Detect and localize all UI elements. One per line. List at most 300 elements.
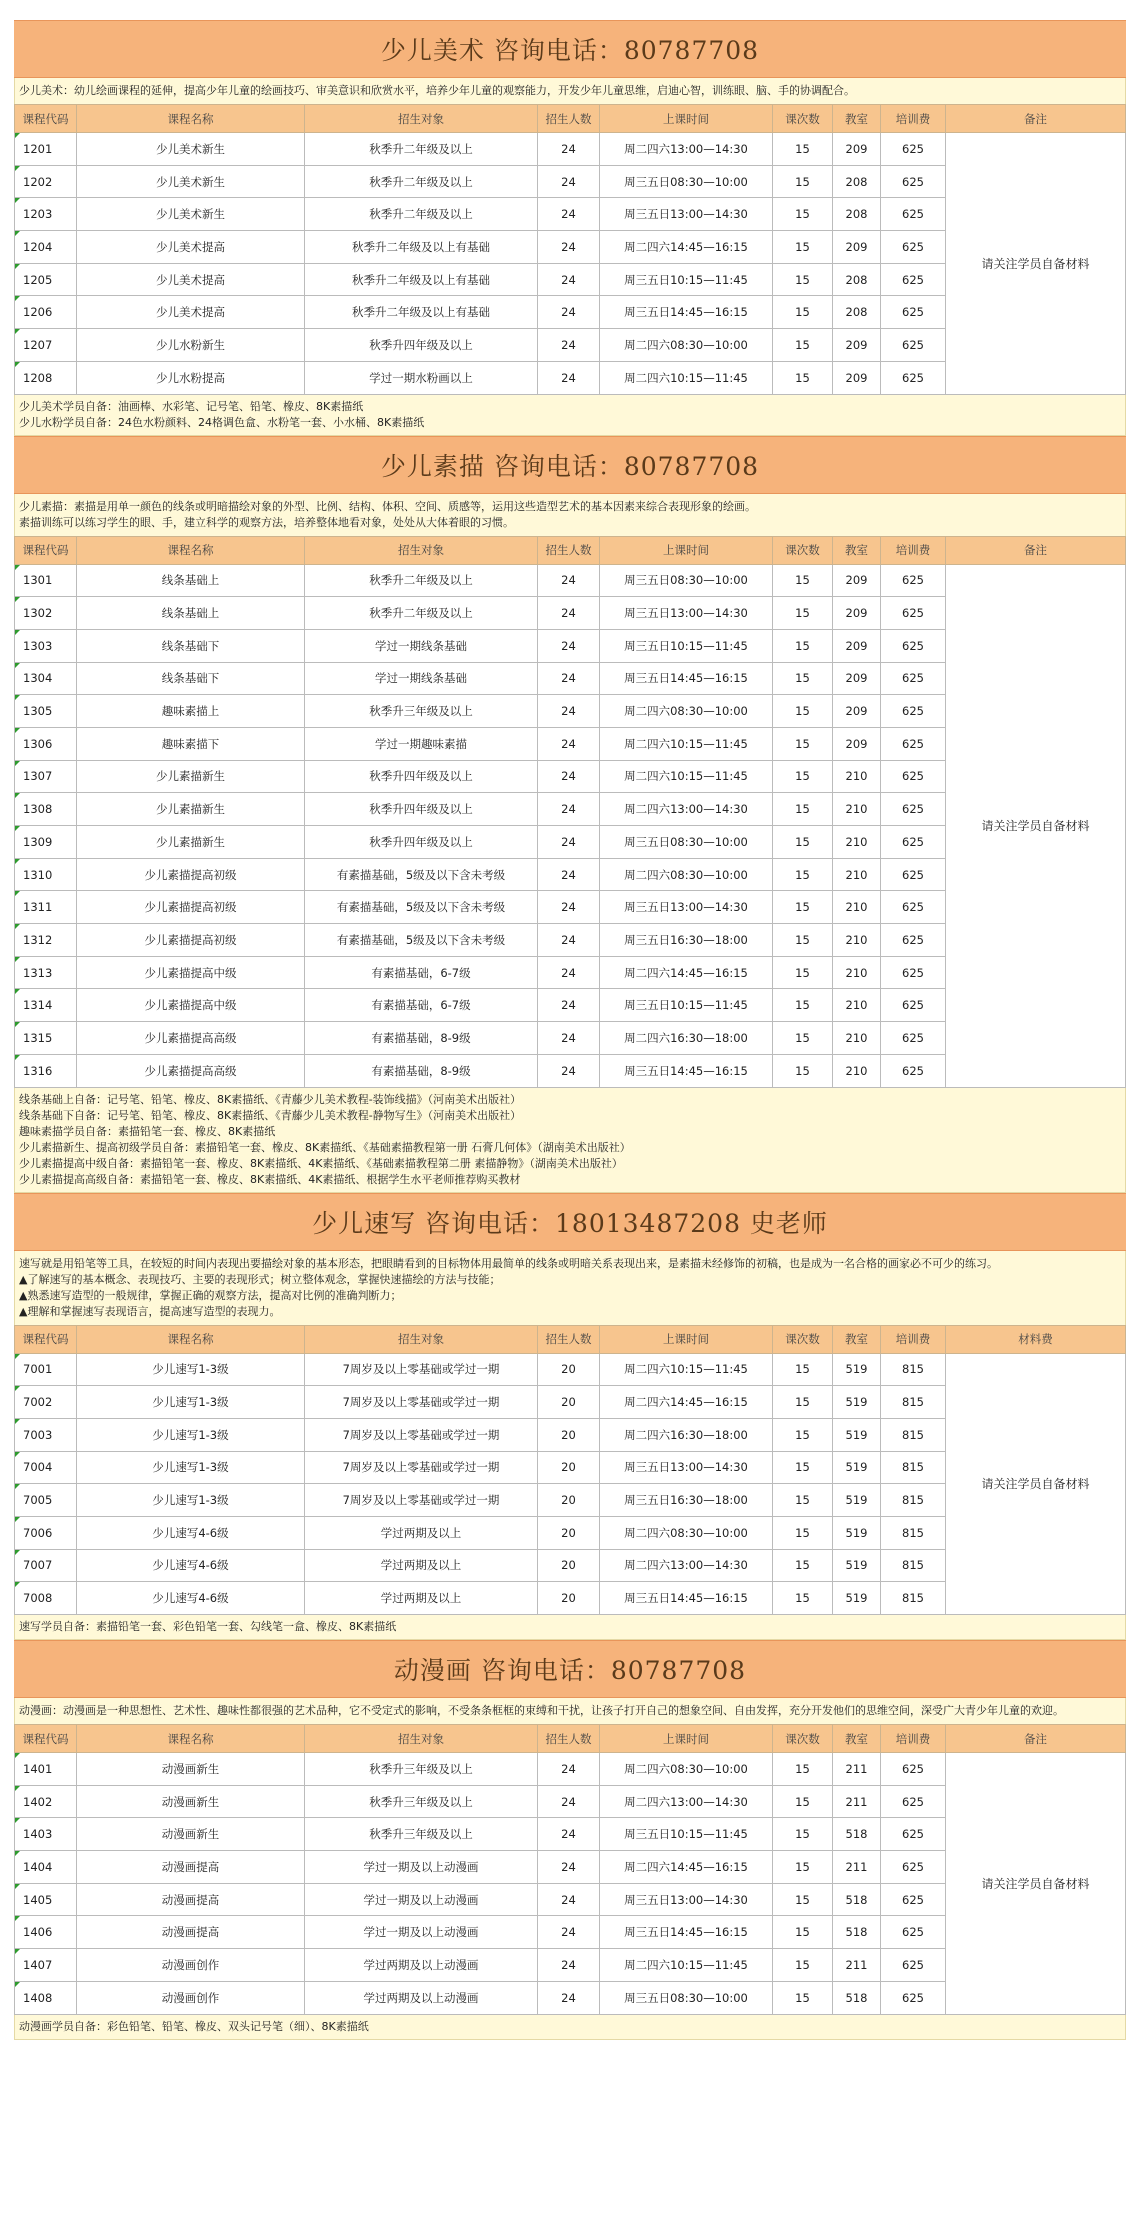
table-cell: 1309: [15, 826, 77, 859]
course-section: [14, 436, 1126, 1193]
table-cell: 有素描基础，8-9级: [305, 1022, 538, 1055]
table-cell: 周三五日14:45—16:15: [600, 1582, 773, 1615]
table-cell: 1301: [15, 564, 77, 597]
table-cell: 625: [881, 1054, 946, 1087]
table-cell: 15: [773, 727, 833, 760]
table-cell: 815: [881, 1582, 946, 1615]
table-header-row: [15, 105, 1126, 133]
table-cell: 1203: [15, 198, 77, 231]
table-cell: 15: [773, 1949, 833, 1982]
table-cell: 少儿美术新生: [77, 133, 305, 166]
table-cell: 1314: [15, 989, 77, 1022]
table-cell: 15: [773, 1451, 833, 1484]
table-cell: 少儿素描提高中级: [77, 989, 305, 1022]
table-cell: 7001: [15, 1353, 77, 1386]
table-cell: 15: [773, 695, 833, 728]
table-cell: 519: [833, 1451, 881, 1484]
section-intro: 少儿素描：素描是用单一颜色的线条或明暗描绘对象的外型、比例、结构、体积、空间、质感等，运用这些造型艺术的基本因素来综合表现形象的绘画。 素描训练可以练习学生的眼、手，建立科学的观察方法，培养整体地看对象，处处从大体着眼的习惯。: [14, 494, 1126, 536]
table-cell: 动漫画创作: [77, 1981, 305, 2014]
table-cell: 15: [773, 1818, 833, 1851]
table-cell: 趣味素描上: [77, 695, 305, 728]
table-cell: 24: [538, 826, 600, 859]
section-title: 少儿速写 咨询电话：18013487208 史老师: [14, 1193, 1126, 1251]
table-cell: 20: [538, 1516, 600, 1549]
table-cell: 1204: [15, 231, 77, 264]
column-header: 备注: [946, 105, 1126, 133]
section-title: 动漫画 咨询电话：80787708: [14, 1640, 1126, 1698]
table-cell: 1201: [15, 133, 77, 166]
table-cell: 7周岁及以上零基础或学过一期: [305, 1484, 538, 1517]
table-cell: 1305: [15, 695, 77, 728]
table-cell: 7006: [15, 1516, 77, 1549]
table-cell: 209: [833, 231, 881, 264]
table-cell: 周三五日13:00—14:30: [600, 597, 773, 630]
table-cell: 24: [538, 231, 600, 264]
table-cell: 少儿素描新生: [77, 793, 305, 826]
table-cell: 209: [833, 662, 881, 695]
table-cell: 209: [833, 629, 881, 662]
table-cell: 24: [538, 1022, 600, 1055]
table-cell: 210: [833, 760, 881, 793]
table-cell: 1308: [15, 793, 77, 826]
table-cell: 1311: [15, 891, 77, 924]
table-cell: 秋季升三年级及以上: [305, 1785, 538, 1818]
table-cell: 15: [773, 891, 833, 924]
table-cell: 7周岁及以上零基础或学过一期: [305, 1353, 538, 1386]
table-cell: 动漫画创作: [77, 1949, 305, 1982]
table-cell: 秋季升三年级及以上: [305, 1818, 538, 1851]
table-cell: 210: [833, 858, 881, 891]
table-cell: 15: [773, 858, 833, 891]
column-header: 课次数: [773, 1725, 833, 1753]
table-cell: 519: [833, 1484, 881, 1517]
table-cell: 秋季升四年级及以上: [305, 760, 538, 793]
table-cell: 208: [833, 263, 881, 296]
table-cell: 学过一期线条基础: [305, 629, 538, 662]
table-cell: 动漫画新生: [77, 1818, 305, 1851]
table-cell: 动漫画提高: [77, 1883, 305, 1916]
table-cell: 20: [538, 1386, 600, 1419]
table-header-row: [15, 536, 1126, 564]
table-cell: 秋季升四年级及以上: [305, 329, 538, 362]
table-cell: 7004: [15, 1451, 77, 1484]
course-table: [14, 536, 1126, 1088]
table-cell: 1406: [15, 1916, 77, 1949]
table-cell: 7周岁及以上零基础或学过一期: [305, 1418, 538, 1451]
table-cell: 周三五日16:30—18:00: [600, 1484, 773, 1517]
column-header: 上课时间: [600, 1725, 773, 1753]
table-cell: 1302: [15, 597, 77, 630]
table-cell: 625: [881, 1785, 946, 1818]
table-cell: 24: [538, 662, 600, 695]
column-header: 招生人数: [538, 536, 600, 564]
table-cell: 15: [773, 1418, 833, 1451]
column-header: 上课时间: [600, 536, 773, 564]
table-cell: 线条基础上: [77, 597, 305, 630]
table-cell: 24: [538, 296, 600, 329]
table-cell: 625: [881, 263, 946, 296]
table-cell: 秋季升二年级及以上有基础: [305, 296, 538, 329]
table-cell: 211: [833, 1851, 881, 1884]
table-cell: 209: [833, 564, 881, 597]
table-cell: 625: [881, 1883, 946, 1916]
table-cell: 周二四六08:30—10:00: [600, 329, 773, 362]
table-cell: 15: [773, 1516, 833, 1549]
table-cell: 周二四六13:00—14:30: [600, 1549, 773, 1582]
table-cell: 7007: [15, 1549, 77, 1582]
table-cell: 周三五日14:45—16:15: [600, 296, 773, 329]
table-cell: 秋季升二年级及以上: [305, 133, 538, 166]
table-cell: 625: [881, 1818, 946, 1851]
table-cell: 208: [833, 198, 881, 231]
table-cell: 秋季升二年级及以上: [305, 165, 538, 198]
table-cell: 周三五日13:00—14:30: [600, 1883, 773, 1916]
table-cell: 有素描基础，6-7级: [305, 989, 538, 1022]
table-cell: 1310: [15, 858, 77, 891]
table-cell: 625: [881, 858, 946, 891]
table-cell: 519: [833, 1516, 881, 1549]
table-cell: 625: [881, 1753, 946, 1786]
table-cell: 209: [833, 329, 881, 362]
table-cell: 学过一期及以上动漫画: [305, 1916, 538, 1949]
table-cell: 20: [538, 1484, 600, 1517]
table-cell: 周二四六13:00—14:30: [600, 133, 773, 166]
table-cell: 1405: [15, 1883, 77, 1916]
table-cell: 学过一期线条基础: [305, 662, 538, 695]
table-cell: 15: [773, 1582, 833, 1615]
table-cell: 24: [538, 133, 600, 166]
table-cell: 1407: [15, 1949, 77, 1982]
table-cell: 24: [538, 760, 600, 793]
table-cell: 秋季升二年级及以上: [305, 198, 538, 231]
table-cell: 815: [881, 1516, 946, 1549]
table-cell: 周三五日13:00—14:30: [600, 198, 773, 231]
table-cell: 周二四六10:15—11:45: [600, 760, 773, 793]
table-cell: 周二四六13:00—14:30: [600, 1785, 773, 1818]
column-header: 课次数: [773, 1325, 833, 1353]
table-cell: 秋季升二年级及以上有基础: [305, 263, 538, 296]
table-cell: 625: [881, 296, 946, 329]
table-cell: 15: [773, 1054, 833, 1087]
table-cell: 有素描基础，5级及以下含未考级: [305, 924, 538, 957]
table-cell: 7008: [15, 1582, 77, 1615]
table-cell: 少儿素描提高初级: [77, 891, 305, 924]
column-header: 招生对象: [305, 1725, 538, 1753]
course-section: [14, 1193, 1126, 1641]
table-cell: 周二四六08:30—10:00: [600, 858, 773, 891]
column-header: 招生人数: [538, 1325, 600, 1353]
table-cell: 625: [881, 597, 946, 630]
table-cell: 学过两期及以上: [305, 1582, 538, 1615]
column-header: 课程代码: [15, 1325, 77, 1353]
column-header: 课次数: [773, 105, 833, 133]
table-cell: 24: [538, 1916, 600, 1949]
table-cell: 少儿速写1-3级: [77, 1484, 305, 1517]
table-cell: 15: [773, 826, 833, 859]
table-cell: 周三五日08:30—10:00: [600, 826, 773, 859]
table-cell: 519: [833, 1549, 881, 1582]
table-cell: 周二四六10:15—11:45: [600, 727, 773, 760]
table-cell: 15: [773, 263, 833, 296]
table-cell: 15: [773, 1386, 833, 1419]
table-cell: 211: [833, 1785, 881, 1818]
table-cell: 周二四六13:00—14:30: [600, 793, 773, 826]
column-header: 课程代码: [15, 105, 77, 133]
table-cell: 519: [833, 1418, 881, 1451]
column-header: 上课时间: [600, 1325, 773, 1353]
table-cell: 24: [538, 956, 600, 989]
column-header: 招生对象: [305, 105, 538, 133]
table-cell: 1304: [15, 662, 77, 695]
section-intro: 速写就是用铅笔等工具，在较短的时间内表现出要描绘对象的基本形态，把眼睛看到的目标物体用最简单的线条或明暗关系表现出来，是素描未经修饰的初稿，也是成为一名合格的画家必不可少的练习。 ▲了解速写的基本概念、表现技巧、主要的表现形式；树立整体观念，掌握快速描绘的方法与技能； ▲熟悉速写造型的一般规律，掌握正确的观察方法，提高对比例的准确判断力； ▲理解和掌握速写表现语言，提高速写造型的表现力。: [14, 1251, 1126, 1325]
table-cell: 有素描基础，5级及以下含未考级: [305, 858, 538, 891]
table-cell: 学过两期及以上动漫画: [305, 1949, 538, 1982]
table-cell: 少儿美术提高: [77, 296, 305, 329]
table-cell: 24: [538, 329, 600, 362]
table-cell: 209: [833, 695, 881, 728]
column-header: 课次数: [773, 536, 833, 564]
table-cell: 15: [773, 1753, 833, 1786]
table-cell: 24: [538, 727, 600, 760]
table-cell: 少儿美术提高: [77, 263, 305, 296]
table-cell: 周三五日14:45—16:15: [600, 1916, 773, 1949]
table-cell: 208: [833, 296, 881, 329]
table-cell: 209: [833, 361, 881, 394]
column-header: 教室: [833, 1325, 881, 1353]
table-cell: 625: [881, 662, 946, 695]
course-section: [14, 1640, 1126, 2040]
table-cell: 24: [538, 1818, 600, 1851]
table-cell: 1402: [15, 1785, 77, 1818]
column-header: 课程名称: [77, 1325, 305, 1353]
table-cell: 15: [773, 924, 833, 957]
table-cell: 24: [538, 629, 600, 662]
table-cell: 210: [833, 1022, 881, 1055]
table-cell: 少儿素描提高初级: [77, 858, 305, 891]
table-cell: 519: [833, 1582, 881, 1615]
table-cell: 815: [881, 1386, 946, 1419]
table-cell: 211: [833, 1949, 881, 1982]
remark-cell: 请关注学员自备材料: [946, 133, 1126, 395]
table-cell: 20: [538, 1582, 600, 1615]
table-cell: 625: [881, 361, 946, 394]
materials-note: 少儿美术学员自备：油画棒、水彩笔、记号笔、铅笔、橡皮、8K素描纸 少儿水粉学员自备：24色水粉颜料、24格调色盒、水粉笔一套、小水桶、8K素描纸: [14, 395, 1126, 436]
table-cell: 15: [773, 1484, 833, 1517]
table-cell: 周二四六10:15—11:45: [600, 1353, 773, 1386]
table-cell: 学过两期及以上动漫画: [305, 1981, 538, 2014]
table-cell: 24: [538, 1785, 600, 1818]
table-cell: 625: [881, 760, 946, 793]
table-cell: 15: [773, 1916, 833, 1949]
table-row: [15, 1753, 1126, 1786]
table-cell: 学过一期水粉画以上: [305, 361, 538, 394]
column-header: 课程名称: [77, 105, 305, 133]
table-cell: 15: [773, 760, 833, 793]
column-header: 培训费: [881, 536, 946, 564]
table-cell: 1401: [15, 1753, 77, 1786]
table-cell: 625: [881, 924, 946, 957]
column-header: 教室: [833, 1725, 881, 1753]
table-cell: 少儿素描提高中级: [77, 956, 305, 989]
table-cell: 周二四六08:30—10:00: [600, 1516, 773, 1549]
table-cell: 少儿素描新生: [77, 826, 305, 859]
table-cell: 24: [538, 165, 600, 198]
table-cell: 秋季升二年级及以上: [305, 597, 538, 630]
table-cell: 少儿速写4-6级: [77, 1549, 305, 1582]
table-cell: 1316: [15, 1054, 77, 1087]
table-cell: 15: [773, 1981, 833, 2014]
table-cell: 有素描基础，5级及以下含未考级: [305, 891, 538, 924]
table-cell: 15: [773, 231, 833, 264]
table-cell: 625: [881, 198, 946, 231]
table-cell: 15: [773, 793, 833, 826]
table-cell: 15: [773, 662, 833, 695]
table-cell: 学过一期趣味素描: [305, 727, 538, 760]
table-cell: 少儿素描提高高级: [77, 1022, 305, 1055]
table-cell: 20: [538, 1353, 600, 1386]
table-cell: 少儿速写1-3级: [77, 1353, 305, 1386]
table-cell: 周二四六08:30—10:00: [600, 1753, 773, 1786]
table-cell: 7005: [15, 1484, 77, 1517]
column-header: 备注: [946, 536, 1126, 564]
table-cell: 动漫画新生: [77, 1753, 305, 1786]
section-intro: 动漫画：动漫画是一种思想性、艺术性、趣味性都很强的艺术品种，它不受定式的影响，不受条条框框的束缚和干扰，让孩子打开自己的想象空间、自由发挥，充分开发他们的思维空间，深受广大青少年儿童的欢迎。: [14, 1698, 1126, 1724]
table-cell: 24: [538, 1883, 600, 1916]
table-cell: 15: [773, 1883, 833, 1916]
table-cell: 周三五日10:15—11:45: [600, 989, 773, 1022]
table-cell: 少儿素描新生: [77, 760, 305, 793]
table-cell: 815: [881, 1418, 946, 1451]
table-cell: 少儿速写4-6级: [77, 1582, 305, 1615]
table-cell: 7周岁及以上零基础或学过一期: [305, 1451, 538, 1484]
table-cell: 519: [833, 1386, 881, 1419]
table-cell: 815: [881, 1451, 946, 1484]
table-cell: 24: [538, 564, 600, 597]
table-cell: 动漫画提高: [77, 1851, 305, 1884]
table-cell: 线条基础下: [77, 629, 305, 662]
table-cell: 15: [773, 133, 833, 166]
table-cell: 15: [773, 1785, 833, 1818]
table-cell: 625: [881, 695, 946, 728]
table-cell: 208: [833, 165, 881, 198]
column-header: 培训费: [881, 1325, 946, 1353]
table-cell: 518: [833, 1818, 881, 1851]
table-cell: 625: [881, 133, 946, 166]
table-cell: 20: [538, 1549, 600, 1582]
table-cell: 210: [833, 1054, 881, 1087]
column-header: 教室: [833, 536, 881, 564]
table-cell: 1408: [15, 1981, 77, 2014]
table-cell: 周三五日08:30—10:00: [600, 564, 773, 597]
table-cell: 动漫画提高: [77, 1916, 305, 1949]
column-header: 招生对象: [305, 1325, 538, 1353]
table-cell: 20: [538, 1418, 600, 1451]
table-cell: 625: [881, 564, 946, 597]
table-cell: 秋季升三年级及以上: [305, 1753, 538, 1786]
column-header: 课程代码: [15, 1725, 77, 1753]
table-cell: 24: [538, 198, 600, 231]
table-cell: 24: [538, 1054, 600, 1087]
section-title: 少儿美术 咨询电话：80787708: [14, 20, 1126, 78]
remark-cell: 请关注学员自备材料: [946, 1753, 1126, 2015]
table-cell: 625: [881, 1022, 946, 1055]
table-cell: 1205: [15, 263, 77, 296]
remark-cell: 请关注学员自备材料: [946, 564, 1126, 1087]
table-cell: 15: [773, 629, 833, 662]
table-cell: 学过两期及以上: [305, 1516, 538, 1549]
table-cell: 周三五日10:15—11:45: [600, 629, 773, 662]
table-cell: 1202: [15, 165, 77, 198]
column-header: 备注: [946, 1725, 1126, 1753]
course-table: [14, 104, 1126, 395]
column-header: 培训费: [881, 105, 946, 133]
table-cell: 209: [833, 727, 881, 760]
table-cell: 210: [833, 989, 881, 1022]
table-cell: 秋季升三年级及以上: [305, 695, 538, 728]
table-cell: 周三五日16:30—18:00: [600, 924, 773, 957]
table-row: [15, 564, 1126, 597]
table-cell: 24: [538, 793, 600, 826]
table-cell: 周三五日10:15—11:45: [600, 1818, 773, 1851]
table-cell: 少儿素描提高初级: [77, 924, 305, 957]
table-cell: 周二四六14:45—16:15: [600, 956, 773, 989]
table-cell: 周三五日08:30—10:00: [600, 165, 773, 198]
table-cell: 周三五日13:00—14:30: [600, 891, 773, 924]
table-cell: 625: [881, 1916, 946, 1949]
table-cell: 趣味素描下: [77, 727, 305, 760]
materials-note: 速写学员自备：素描铅笔一套、彩色铅笔一套、勾线笔一盒、橡皮、8K素描纸: [14, 1615, 1126, 1640]
table-cell: 24: [538, 1949, 600, 1982]
table-cell: 625: [881, 1981, 946, 2014]
table-cell: 线条基础上: [77, 564, 305, 597]
table-cell: 有素描基础，8-9级: [305, 1054, 538, 1087]
table-cell: 秋季升四年级及以上: [305, 793, 538, 826]
table-cell: 少儿美术新生: [77, 165, 305, 198]
table-cell: 1312: [15, 924, 77, 957]
table-cell: 7周岁及以上零基础或学过一期: [305, 1386, 538, 1419]
table-cell: 有素描基础，6-7级: [305, 956, 538, 989]
table-cell: 210: [833, 826, 881, 859]
table-cell: 15: [773, 296, 833, 329]
table-cell: 625: [881, 1949, 946, 1982]
table-cell: 15: [773, 1851, 833, 1884]
table-cell: 210: [833, 924, 881, 957]
table-cell: 1403: [15, 1818, 77, 1851]
column-header: 培训费: [881, 1725, 946, 1753]
table-cell: 815: [881, 1549, 946, 1582]
table-cell: 15: [773, 361, 833, 394]
table-cell: 1208: [15, 361, 77, 394]
table-cell: 518: [833, 1981, 881, 2014]
table-cell: 625: [881, 165, 946, 198]
table-cell: 625: [881, 891, 946, 924]
table-cell: 24: [538, 924, 600, 957]
column-header: 教室: [833, 105, 881, 133]
table-cell: 24: [538, 891, 600, 924]
table-cell: 1313: [15, 956, 77, 989]
table-cell: 24: [538, 1851, 600, 1884]
table-cell: 625: [881, 989, 946, 1022]
table-cell: 815: [881, 1353, 946, 1386]
table-cell: 周三五日14:45—16:15: [600, 1054, 773, 1087]
table-cell: 1207: [15, 329, 77, 362]
table-header-row: [15, 1325, 1126, 1353]
table-cell: 少儿速写1-3级: [77, 1451, 305, 1484]
table-cell: 625: [881, 231, 946, 264]
table-cell: 秋季升四年级及以上: [305, 826, 538, 859]
table-cell: 线条基础下: [77, 662, 305, 695]
materials-note: 动漫画学员自备：彩色铅笔、铅笔、橡皮、双头记号笔（细）、8K素描纸: [14, 2015, 1126, 2040]
